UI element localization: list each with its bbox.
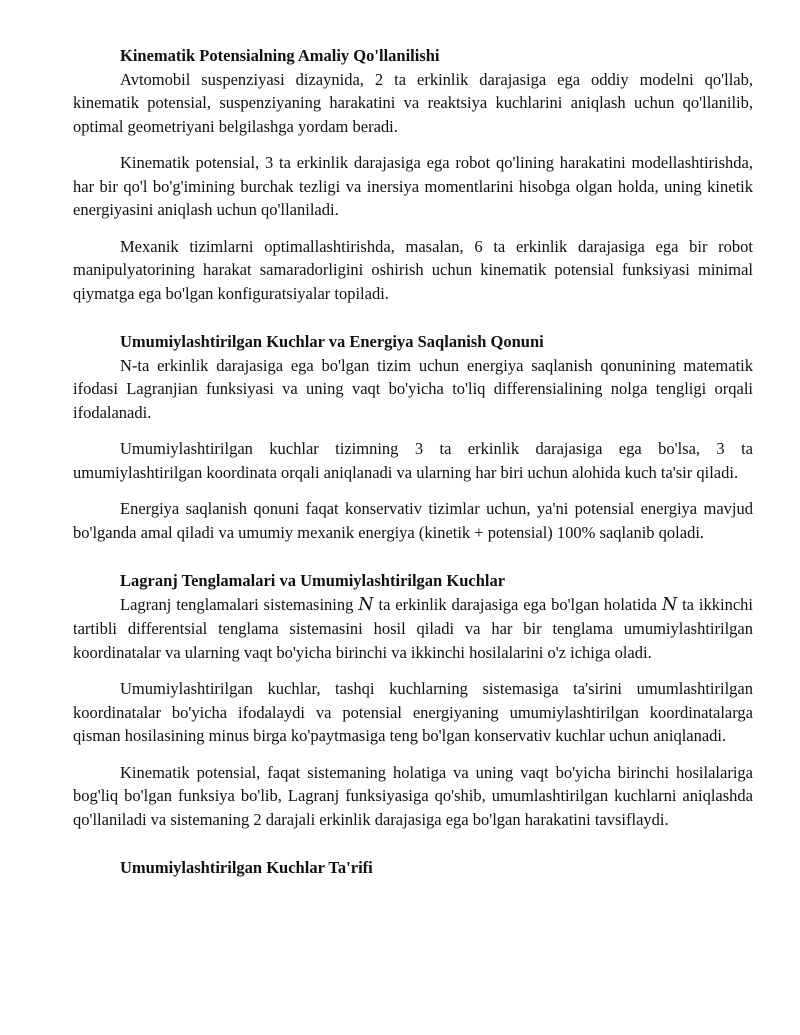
paragraph-text: ta erkinlik darajasiga ega bo'lgan holatida xyxy=(373,594,662,614)
section-heading: Lagranj Tenglamalari va Umumiylashtirilgan Kuchlar xyxy=(120,571,506,590)
section-heading: Umumiylashtirilgan Kuchlar va Energiya Saqlanish Qonuni xyxy=(120,332,544,351)
section-lagrange-equations xyxy=(73,569,753,831)
paragraph-text: Lagranj tenglamalari sistemasining xyxy=(120,594,359,614)
section-generalized-forces-energy xyxy=(73,330,753,544)
section-generalized-forces-definition xyxy=(73,856,753,880)
paragraph: N-ta erkinlik darajasiga ega bo'lgan tizim uchun energiya saqlanish qonunining matematik ifodasi Lagranjian funksiyasi va uning vaqt bo'yicha to'liq differensialining nolga tengligi orqali ifodalanadi. xyxy=(73,355,753,422)
paragraph-text: ta ikkinchi tartibli differentsial tenglama sistemasini hosil qiladi va har bir tenglama umumiylashtirilgan koordinatalar va ularning vaqt bo'yicha birinchi va ikkinchi hosilalarini o'z ichiga oladi. xyxy=(73,594,753,662)
section-heading: Umumiylashtirilgan Kuchlar Ta'rifi xyxy=(120,858,373,877)
paragraph: Umumiylashtirilgan kuchlar, tashqi kuchlarning sistemasiga ta'sirini umumlashtirilgan koordinatalar bo'yicha ifodalaydi va potensial energiyaning umumiylashtirilgan koordinatalarga qisman hosilasining minus birga ko'paytmasiga teng bo'lgan konservativ kuchlar uchun aniqlanadi. xyxy=(73,679,753,745)
paragraph: Kinematik potensial, 3 ta erkinlik darajasiga ega robot qo'lining harakatini modellashtirishda, har bir qo'l bo'g'imining burchak tezligi va inersiya momentlarini hisobga olgan holda, uning kinetik energiyasini aniqlash uchun qo'llaniladi. xyxy=(73,153,753,219)
paragraph: Mexanik tizimlarni optimallashtirishda, masalan, 6 ta erkinlik darajasiga ega bir robot manipulyatorining harakat samaradorligini oshirish uchun kinematik potensial funksiyasi minimal qiymatga ega bo'lgan konfiguratsiyalar topiladi. xyxy=(73,236,753,303)
math-variable-n: N xyxy=(661,594,678,615)
section-heading: Kinematik Potensialning Amaliy Qo'llanilishi xyxy=(120,46,440,65)
section-practical-application xyxy=(73,44,753,305)
paragraph: Kinematik potensial, faqat sistemaning holatiga va uning vaqt bo'yicha birinchi hosilalariga bog'liq bo'lgan funksiya bo'lib, Lagranj funksiyasiga qo'shib, umumlashtirilgan kuchlarni aniqlashda qo'llaniladi va sistemaning 2 darajali erkinlik darajasiga ega bo'lgan harakatini tavsiflaydi. xyxy=(73,762,753,829)
paragraph: Energiya saqlanish qonuni faqat konservativ tizimlar uchun, ya'ni potensial energiya mavjud bo'lganda amal qiladi va umumiy mexanik energiya (kinetik + potensial) 100% saqlanib qoladi. xyxy=(73,499,753,542)
document-page xyxy=(73,44,753,880)
paragraph: Avtomobil suspenziyasi dizaynida, 2 ta erkinlik darajasiga ega oddiy modelni qo'llab, kinematik potensial, suspenziyaning harakatini va reaktsiya kuchlarini aniqlash uchun qo'llanilib, optimal geometriyani belgilashga yordam beradi. xyxy=(73,69,753,136)
math-variable-n: N xyxy=(358,594,374,615)
paragraph: Umumiylashtirilgan kuchlar tizimning 3 ta erkinlik darajasiga ega bo'lsa, 3 ta umumiylashtirilgan koordinata orqali aniqlanadi va ularning har biri uchun alohida kuch ta'sir qiladi. xyxy=(73,439,753,482)
paragraph-with-math xyxy=(73,593,753,665)
